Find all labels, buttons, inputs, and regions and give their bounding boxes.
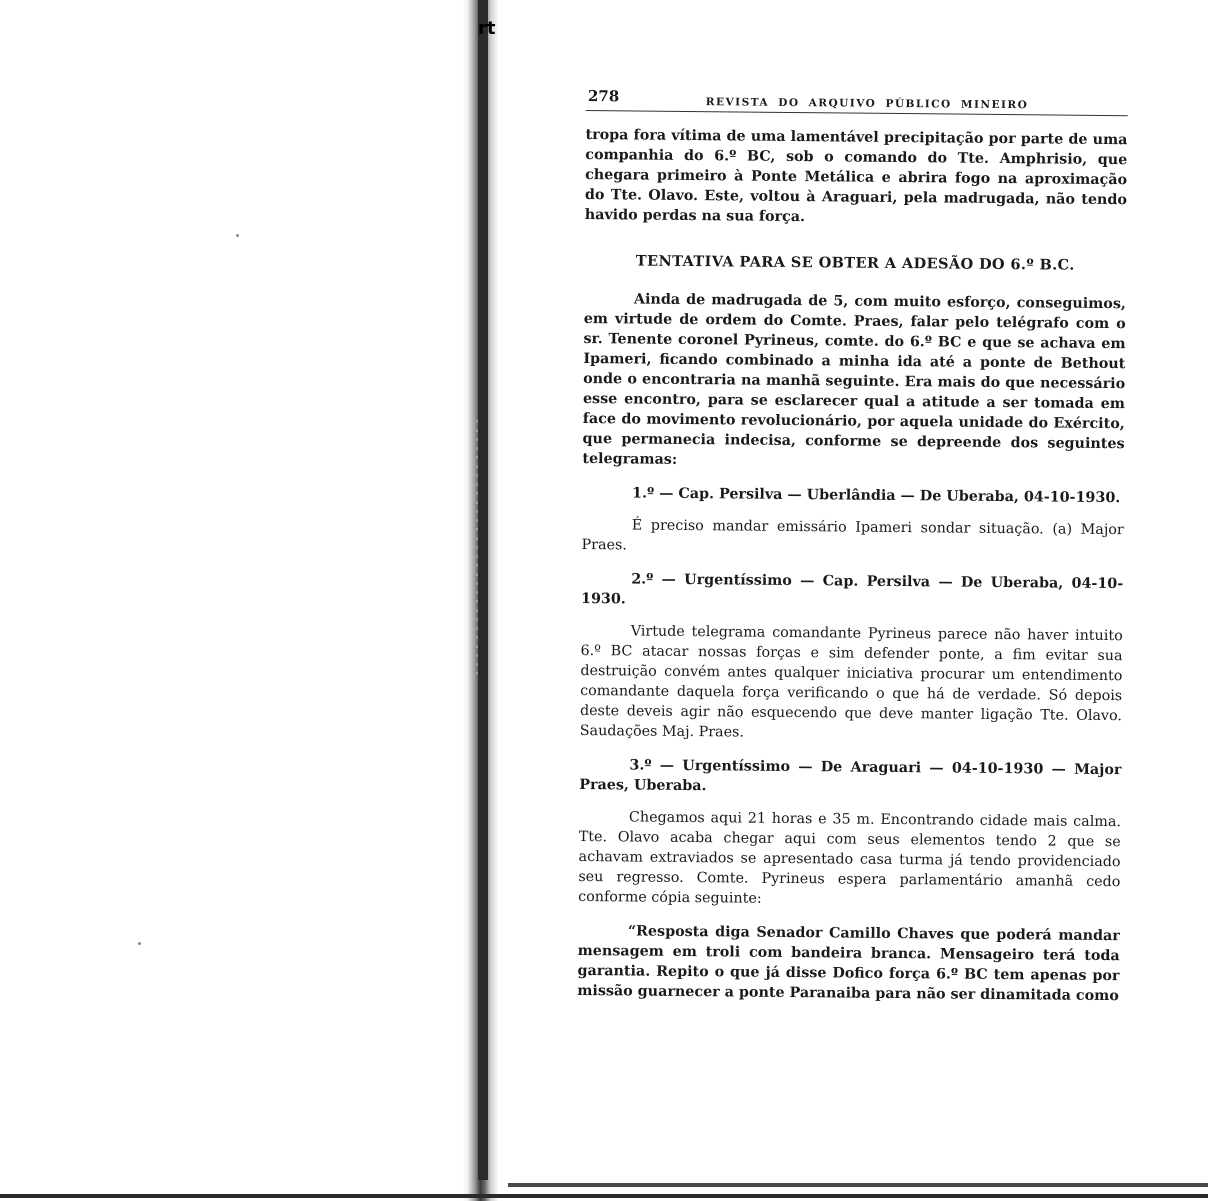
document-page — [576, 84, 1128, 1159]
book-spine-edge — [478, 0, 488, 1180]
page-header — [586, 84, 1128, 116]
telegram-1-heading: 1.º — Cap. Persilva — Uberlândia — De Uberaba, 04-10-1930. — [631, 485, 1121, 507]
page-bottom-edge — [508, 1183, 1208, 1187]
scan-bottom-edge — [0, 1194, 1208, 1198]
telegram-3-body: Chegamos aqui 21 horas e 35 m. Encontrando cidade mais calma. Tte. Olavo acaba chegar aqui com seus elementos tendo 2 que se achavam extraviados se apresentado casa turma já tendo providenciado seu regresso. Comte. Pyrineus espera parlamentário amanhã cedo conforme cópia seguinte: — [578, 809, 1122, 907]
telegram-1-body: É preciso mandar emissário Ipameri sondar situação. (a) Major Praes. — [581, 517, 1124, 554]
telegram-3-heading: 3.º — Urgentíssimo — De Araguari — 04-10-1930 — Major Praes, Uberaba. — [579, 757, 1122, 795]
margin-mark: rt — [478, 18, 496, 39]
telegram-2-body: Virtude telegrama comandante Pyrineus parece não haver intuito 6.º BC atacar nossas forças e sim defender ponte, a fim evitar sua destruição convém antes qualquer iniciativa procurar um entendimento comandante daquela força verificando o que há de verdade. Só depois deste deveis agir não esquecendo que deve manter ligação Tte. Olavo. Saudações Maj. Praes. — [579, 623, 1123, 741]
quoted-reply: “Resposta diga Senador Camillo Chaves que poderá mandar mensagem em troli com bandeira branca. Mensageiro terá toda garantia. Repito o que já disse Dofico força 6.º BC tem apenas por missão guarnecer a ponte Paranaiba para não ser dinamitada como — [577, 923, 1120, 1005]
running-head: REVISTA DO ARQUIVO PÚBLICO MINEIRO — [705, 96, 1029, 112]
telegram-2-heading: 2.º — Urgentíssimo — Cap. Persilva — De Uberaba, 04-10-1930. — [580, 571, 1124, 608]
scan-speck — [236, 234, 239, 237]
paragraph-main: Ainda de madrugada de 5, com muito esforço, conseguimos, em virtude de ordem do Comte. Praes, falar pelo telégrafo com o sr. Tenente coronel Pyrineus, comte. do 6.º BC e que se achava em Ipameri, ficando combinado a minha ida até a ponte de Bethout onde o encontraria na manhã seguinte. Era mais do que necessário esse encontro, para se esclarecer qual a atitude a ser tomada em face do movimento revolucionário, por aquela unidade do Exército, que permanecia indecisa, conforme se depreende dos seguintes telegramas: — [582, 291, 1126, 468]
paragraph-intro: tropa fora vítima de uma lamentável precipitação por parte de uma companhia do 6.º BC, sob o comando do Tte. Amphrisio, que chegara primeiro à Ponte Metálica e abrira fogo na aproximação do Tte. Olavo. Este, voltou à Araguari, pela madrugada, não tendo havido perdas na sua força. — [584, 126, 1128, 226]
scan-speck — [138, 942, 141, 945]
section-heading: TENTATIVA PARA SE OBTER A ADESÃO DO 6.º B.C. — [635, 252, 1075, 274]
page-number: 278 — [587, 87, 620, 106]
gutter-dots — [476, 420, 478, 680]
